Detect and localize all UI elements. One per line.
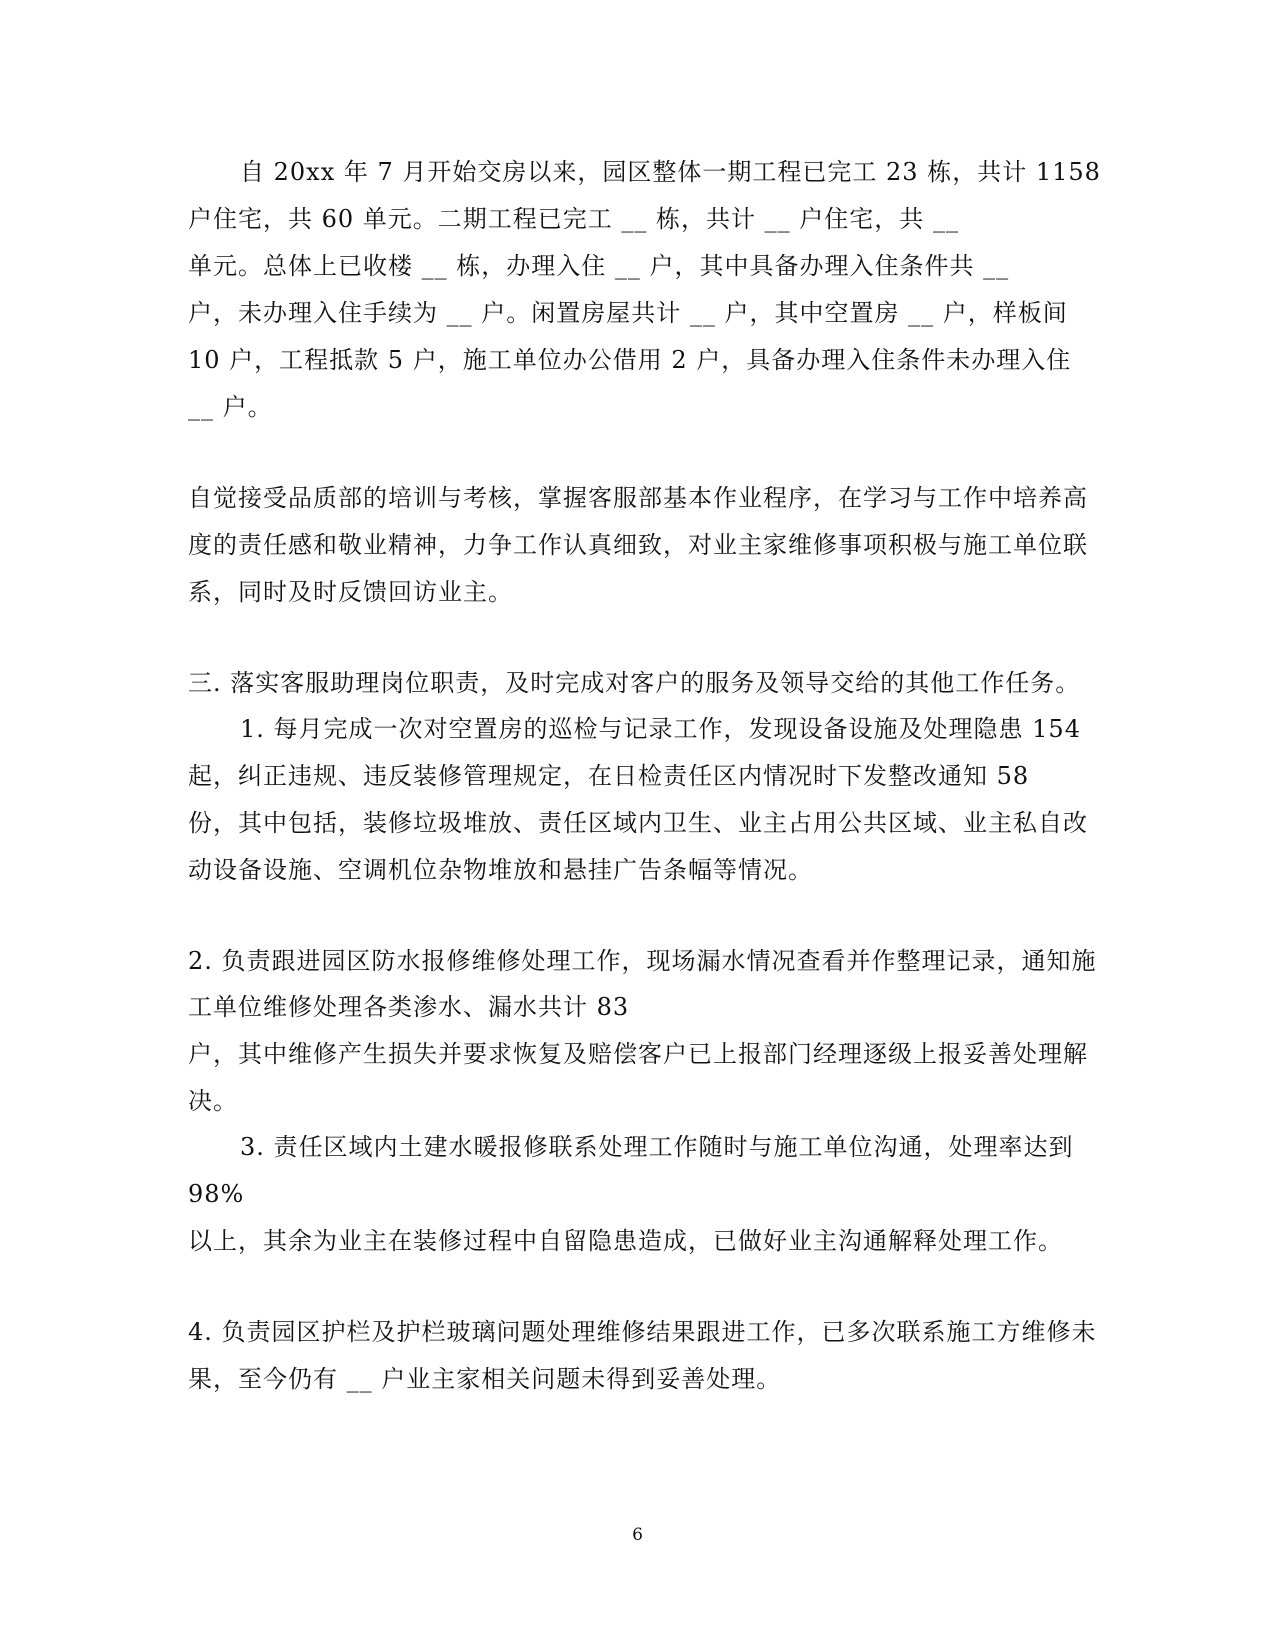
item-1-line-2: 起，纠正违规、违反装修管理规定，在日检责任区内情况时下发整改通知 58 <box>188 762 1030 790</box>
item-3-line-2: 98% <box>188 1180 245 1208</box>
item-2-line-3: 户，其中维修产生损失并要求恢复及赔偿客户已上报部门经理逐级上报妥善处理解 <box>188 1040 1088 1068</box>
item-3-line-3: 以上，其余为业主在装修过程中自留隐患造成，已做好业主沟通解释处理工作。 <box>188 1227 1063 1255</box>
paragraph-2-line-1: 自觉接受品质部的培训与考核，掌握客服部基本作业程序，在学习与工作中培养高 <box>188 484 1088 512</box>
paragraph-2-line-3: 系，同时及时反馈回访业主。 <box>188 578 513 606</box>
item-2-line-1: 2. 负责跟进园区防水报修维修处理工作，现场漏水情况查看并作整理记录，通知施 <box>188 947 1097 975</box>
item-4-line-1: 4. 负责园区护栏及护栏玻璃问题处理维修结果跟进工作，已多次联系施工方维修未 <box>188 1318 1097 1346</box>
item-3-line-1: 3. 责任区域内土建水暖报修联系处理工作随时与施工单位沟通，处理率达到 <box>240 1133 1074 1161</box>
section-heading-3: 三. 落实客服助理岗位职责，及时完成对客户的服务及领导交给的其他工作任务。 <box>188 669 1081 697</box>
paragraph-1-line-4: 户，未办理入住手续为 __ 户。闲置房屋共计 __ 户，其中空置房 __ 户，样板间 <box>188 299 1068 327</box>
paragraph-1-line-3: 单元。总体上已收楼 __ 栋，办理入住 __ 户，其中具备办理入住条件共 __ <box>188 252 1010 280</box>
item-2-line-2: 工单位维修处理各类渗水、漏水共计 83 <box>188 993 630 1021</box>
item-4-line-2: 果，至今仍有 __ 户业主家相关问题未得到妥善处理。 <box>188 1365 782 1393</box>
item-1-line-3: 份，其中包括，装修垃圾堆放、责任区域内卫生、业主占用公共区域、业主私自改 <box>188 809 1088 837</box>
item-2-line-4: 决。 <box>188 1087 238 1115</box>
paragraph-1-line-2: 户住宅，共 60 单元。二期工程已完工 __ 栋，共计 __ 户住宅，共 __ <box>188 205 959 233</box>
item-1-line-1: 1. 每月完成一次对空置房的巡检与记录工作，发现设备设施及处理隐患 154 <box>240 715 1081 743</box>
paragraph-1-line-5: 10 户，工程抵款 5 户，施工单位办公借用 2 户，具备办理入住条件未办理入住 <box>188 346 1072 374</box>
paragraph-1-line-6: __ 户。 <box>188 393 273 421</box>
paragraph-2-line-2: 度的责任感和敬业精神，力争工作认真细致，对业主家维修事项积极与施工单位联 <box>188 531 1088 559</box>
paragraph-1-line-1: 自 20xx 年 7 月开始交房以来，园区整体一期工程已完工 23 栋，共计 1158 <box>240 158 1101 186</box>
page-number: 6 <box>632 1525 643 1545</box>
item-1-line-4: 动设备设施、空调机位杂物堆放和悬挂广告条幅等情况。 <box>188 856 813 884</box>
